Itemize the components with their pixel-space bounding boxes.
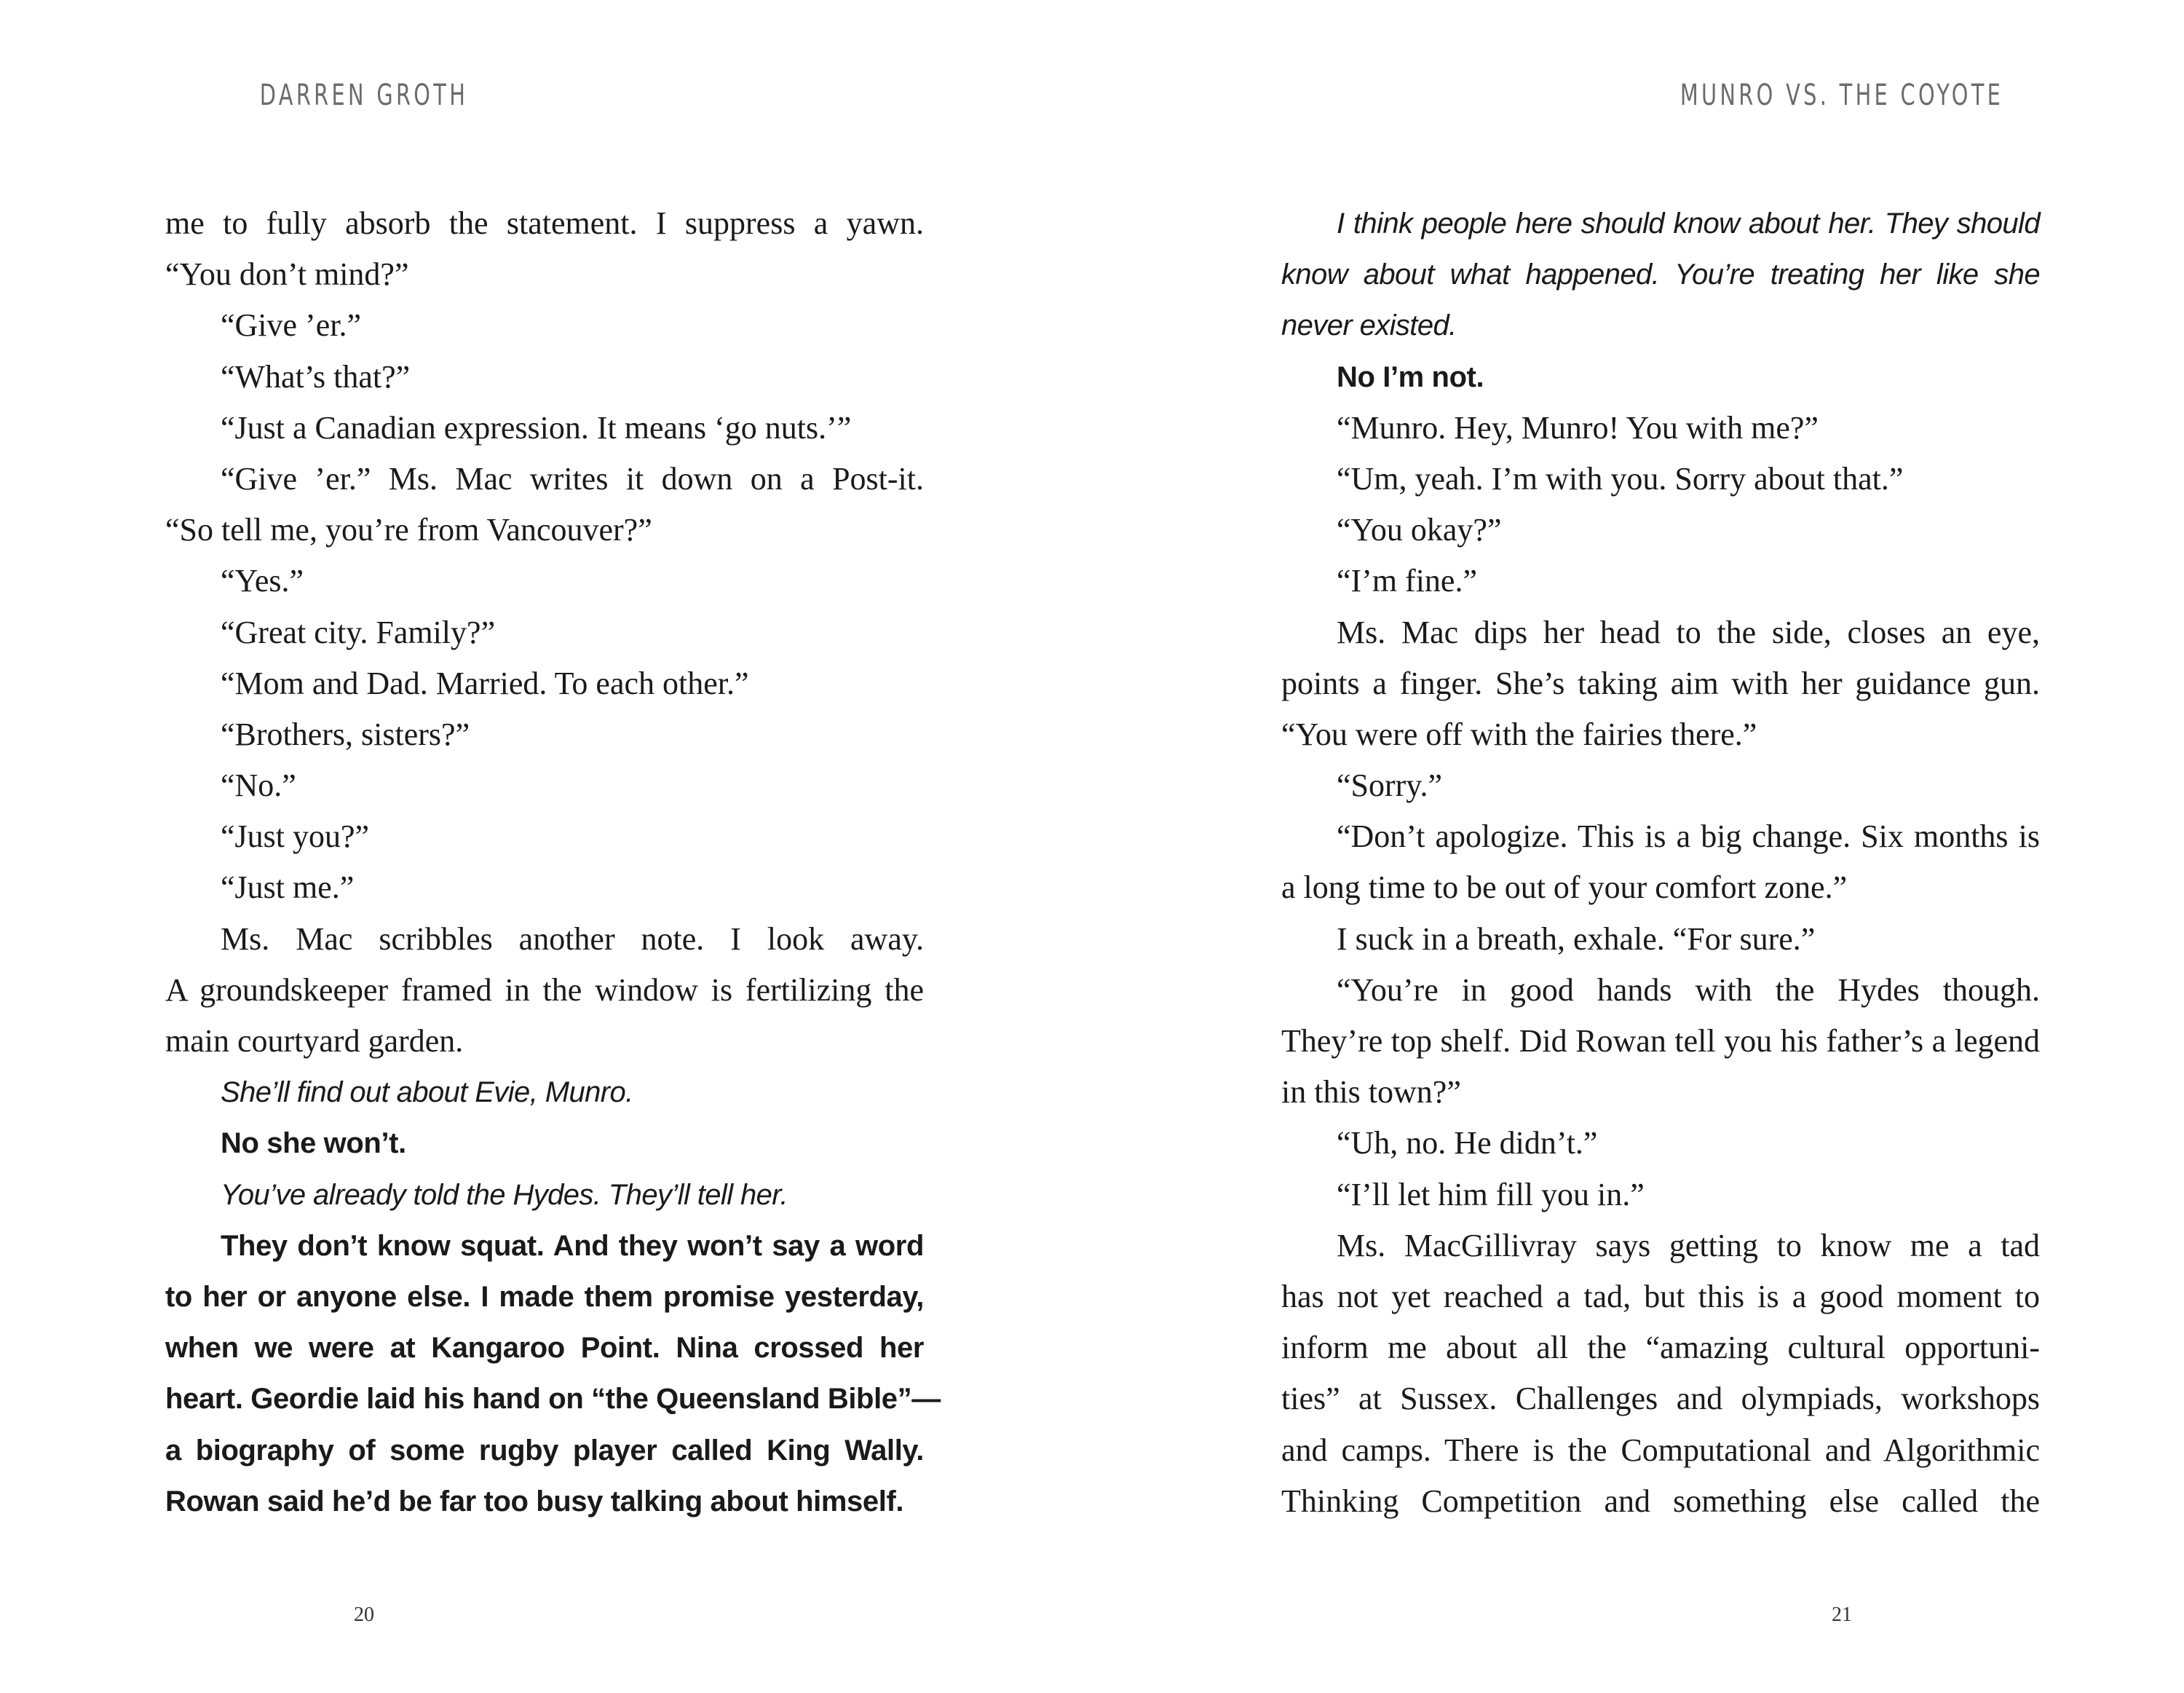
text-line: Thinking Competition and something else called the <box>1281 1483 2040 1519</box>
text-line: to her or anyone else. I made them promise yesterday, <box>165 1280 924 1313</box>
text-line: has not yet reached a tad, but this is a good moment to <box>1281 1278 2040 1314</box>
text-line: No she won’t. <box>221 1127 406 1160</box>
text-line: “Just a Canadian expression. It means ‘go nuts.’” <box>221 409 852 446</box>
text-line: “Just me.” <box>221 869 355 906</box>
text-line: Rowan said he’d be far too busy talking about himself. <box>165 1485 904 1518</box>
page-number-left: 20 <box>354 1603 374 1626</box>
text-line: “No.” <box>221 767 296 804</box>
text-line: “What’s that?” <box>221 358 411 395</box>
text-line: You’ve already told the Hydes. They’ll tell her. <box>221 1178 788 1211</box>
text-line: inform me about all the “amazing cultural opportuni- <box>1281 1330 2040 1366</box>
text-line: “Yes.” <box>221 563 304 599</box>
left-text-block <box>165 198 941 1527</box>
text-line: Ms. Mac dips her head to the side, closes an eye, <box>1337 614 2040 650</box>
text-line: “You don’t mind?” <box>165 256 409 293</box>
text-line: ties” at Sussex. Challenges and olympiads, workshops <box>1281 1381 2040 1417</box>
text-line: when we were at Kangaroo Point. Nina crossed her <box>165 1332 924 1365</box>
text-line: They’re top shelf. Did Rowan tell you his father’s a legend <box>1281 1023 2040 1059</box>
running-head-author: DARREN GROTH <box>259 79 469 112</box>
text-line: I think people here should know about her. They should <box>1337 208 2040 240</box>
text-line: “Give ’er.” Ms. Mac writes it down on a Post-it. <box>221 460 924 497</box>
text-line: a long time to be out of your comfort zone.” <box>1281 869 1848 906</box>
text-line: A groundskeeper framed in the window is fertilizing the <box>165 971 924 1008</box>
right-page <box>1092 0 2184 1693</box>
text-line: “I’m fine.” <box>1337 563 1477 599</box>
text-line: Ms. Mac scribbles another note. I look away. <box>221 920 924 957</box>
text-line: me to fully absorb the statement. I suppress a yawn. <box>165 205 924 241</box>
text-line: Ms. MacGillivray says getting to know me a tad <box>1337 1227 2040 1263</box>
text-line: “So tell me, you’re from Vancouver?” <box>165 512 652 548</box>
text-line: heart. Geordie laid his hand on “the Queensland Bible”— <box>165 1383 941 1416</box>
text-line: “You’re in good hands with the Hydes though. <box>1337 971 2040 1008</box>
text-line: “I’ll let him fill you in.” <box>1337 1176 1645 1212</box>
page-number-right: 21 <box>1832 1603 1852 1626</box>
text-line: They don’t know squat. And they won’t say a word <box>221 1229 924 1262</box>
text-line: “Give ’er.” <box>221 307 361 344</box>
text-line: “Great city. Family?” <box>221 614 496 650</box>
text-line: “Don’t apologize. This is a big change. Six months is <box>1337 818 2040 855</box>
right-text-block <box>1281 198 2040 1527</box>
text-line: No I’m not. <box>1337 360 1484 393</box>
text-line: “Um, yeah. I’m with you. Sorry about that.” <box>1337 460 1904 497</box>
text-line: “Mom and Dad. Married. To each other.” <box>221 665 749 701</box>
text-line: “Just you?” <box>221 818 370 855</box>
text-line: never existed. <box>1281 309 1457 342</box>
text-line: “You okay?” <box>1337 512 1502 548</box>
running-head-title: MUNRO VS. THE COYOTE <box>1679 79 2004 112</box>
text-line: main courtyard garden. <box>165 1023 464 1059</box>
text-line: and camps. There is the Computational and Algorithmic <box>1281 1432 2040 1468</box>
text-line: I suck in a breath, exhale. “For sure.” <box>1337 920 1816 957</box>
text-line: “Uh, no. He didn’t.” <box>1337 1125 1598 1161</box>
text-line: “Sorry.” <box>1337 767 1442 804</box>
text-line: in this town?” <box>1281 1074 1461 1110</box>
text-line: a biography of some rugby player called King Wally. <box>165 1434 924 1467</box>
text-line: “Brothers, sisters?” <box>221 716 470 752</box>
text-line: “Munro. Hey, Munro! You with me?” <box>1337 409 1819 446</box>
text-line: points a finger. She’s taking aim with her guidance gun. <box>1281 665 2040 701</box>
text-line: know about what happened. You’re treating her like she <box>1281 259 2040 291</box>
text-line: She’ll find out about Evie, Munro. <box>221 1076 633 1109</box>
text-line: “You were off with the fairies there.” <box>1281 716 1757 752</box>
